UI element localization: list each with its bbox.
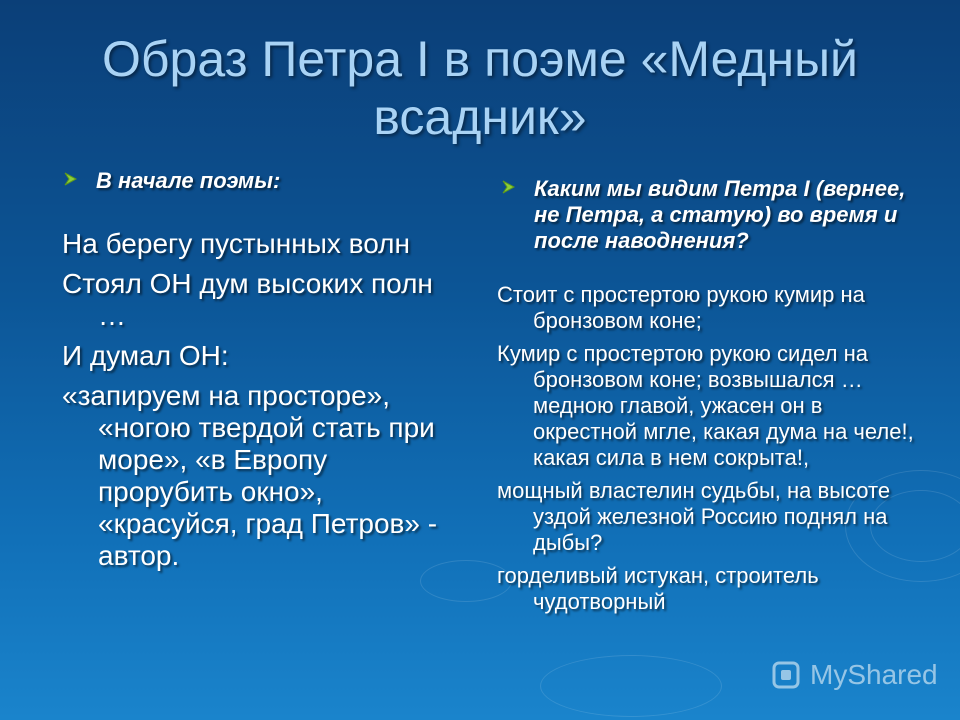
arrow-bullet-icon: [62, 170, 80, 188]
watermark: [768, 655, 938, 695]
myshared-logo-icon: [768, 657, 804, 693]
ripple-decoration: [540, 655, 722, 717]
watermark-text: MyShared: [810, 659, 938, 690]
right-line: Стоит с простертою рукою кумир на бронзовом коне;: [497, 282, 865, 333]
right-bullet: [534, 176, 914, 254]
right-heading: Каким мы видим Петра I (вернее, не Петра, а статую) во время и после наводнения?: [534, 176, 906, 253]
left-text-block: [62, 228, 462, 580]
left-bullet: [96, 168, 456, 194]
left-line: И думал ОН:: [62, 340, 229, 371]
arrow-bullet-icon: [500, 178, 518, 196]
right-line: горделивый истукан, строитель чудотворный: [497, 563, 819, 614]
left-line: На берегу пустынных волн: [62, 228, 410, 259]
left-line: «запируем на просторе», «ногою твердой стать при море», «в Европу прорубить окно», «красуйся, град Петров» - автор.: [62, 380, 438, 571]
right-line: Кумир с простертою рукою сидел на бронзовом коне; возвышался … медною главой, ужасен он в окрестной мгле, какая дума на челе!, какая сила в нем сокрыта!,: [497, 341, 914, 470]
left-line: Стоял ОН дум высоких полн …: [62, 268, 433, 331]
right-line: мощный властелин судьбы, на высоте уздой железной Россию поднял на дыбы?: [497, 478, 891, 555]
right-text-block: [497, 282, 917, 622]
left-heading: В начале поэмы:: [96, 168, 281, 193]
slide-title: Образ Петра I в поэме «Медный всадник»: [102, 31, 858, 145]
